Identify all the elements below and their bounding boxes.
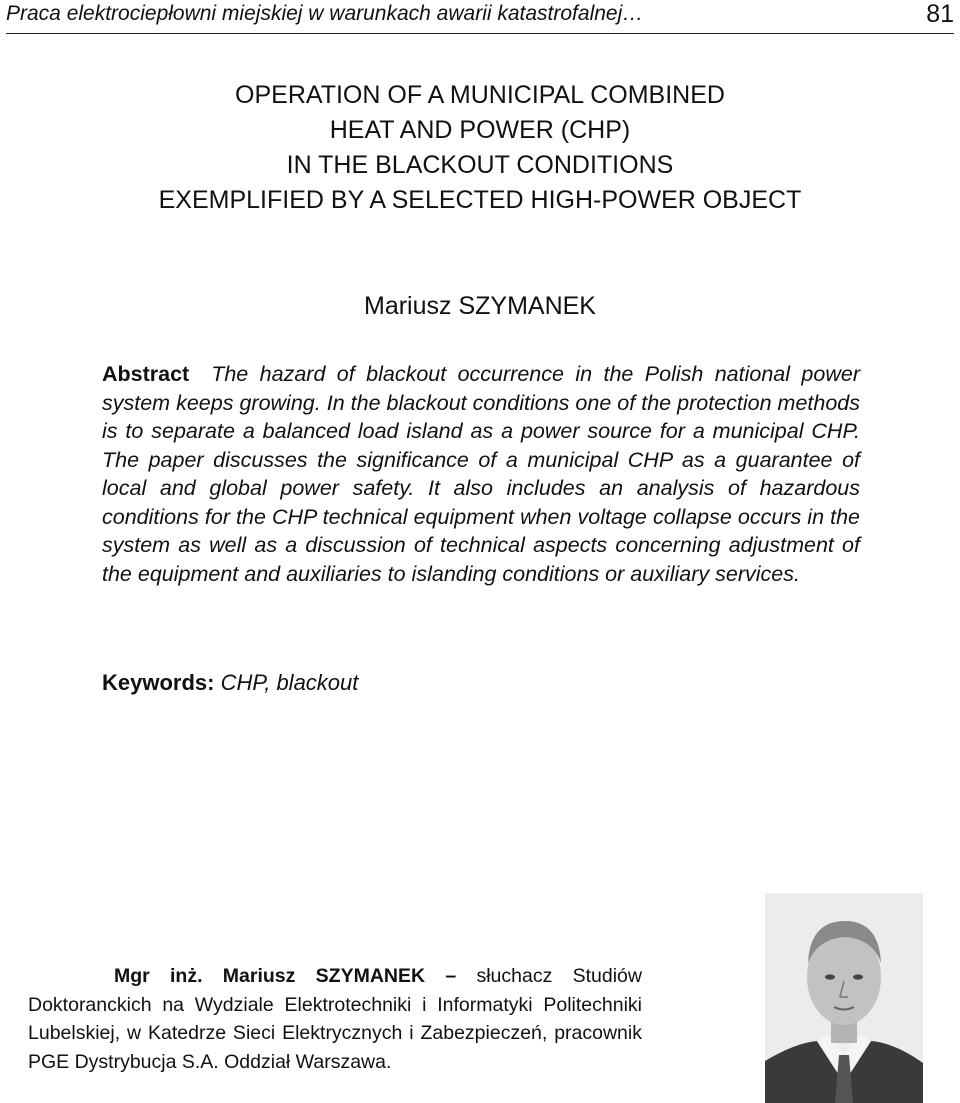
author-name: Mariusz SZYMANEK xyxy=(364,292,596,320)
bio-first-line-text: słuchacz Studiów xyxy=(476,965,642,987)
bio-degree: Mgr inż. xyxy=(114,965,203,987)
bio-first-line xyxy=(28,962,642,991)
bio-dash: – xyxy=(445,965,457,987)
paper-title xyxy=(0,78,960,218)
running-title: Praca elektrociepłowni miejskiej w warunkach awarii katastrofalnej… xyxy=(6,2,644,25)
title-line: OPERATION OF A MUNICIPAL COMBINED xyxy=(235,81,725,109)
title-line: HEAT AND POWER (CHP) xyxy=(329,116,631,144)
bio-text: Doktoranckich na Wydziale Elektrotechniki i Informatyki Politechniki Lubelskiej, w Katedrze Sieci Elektrycznych i Zabezpieczeń, pracownik PGE Dystrybucja S.A. Oddział Warszawa. xyxy=(28,993,642,1073)
title-line: IN THE BLACKOUT CONDITIONS xyxy=(286,151,674,179)
author-photo xyxy=(765,893,923,1103)
running-header xyxy=(6,0,954,34)
abstract xyxy=(102,360,860,588)
keywords-value: CHP, blackout xyxy=(220,670,359,695)
abstract-text: The hazard of blackout occurrence in the Polish national power system keeps growing. In the blackout conditions one of the protection methods is to separate a balanced load island as a power source for a municipal CHP. The paper discusses the significance of a municipal CHP as a guarantee of local and global power safety. It also includes an analysis of hazardous conditions for the CHP technical equipment when voltage collapse occurs in the system as well as a discussion of technical aspects concerning adjustment of the equipment and auxiliaries to islanding conditions or auxiliary services. xyxy=(102,362,860,586)
keywords-label: Keywords: xyxy=(102,670,215,695)
title-line: EXEMPLIFIED BY A SELECTED HIGH-POWER OBJECT xyxy=(158,186,802,214)
abstract-label: Abstract xyxy=(102,362,190,386)
page-number: 81 xyxy=(926,0,954,28)
keywords xyxy=(102,670,358,696)
bio-name: Mariusz SZYMANEK xyxy=(222,965,426,987)
author-bio xyxy=(28,962,642,1076)
author-portrait-image xyxy=(765,893,923,1103)
